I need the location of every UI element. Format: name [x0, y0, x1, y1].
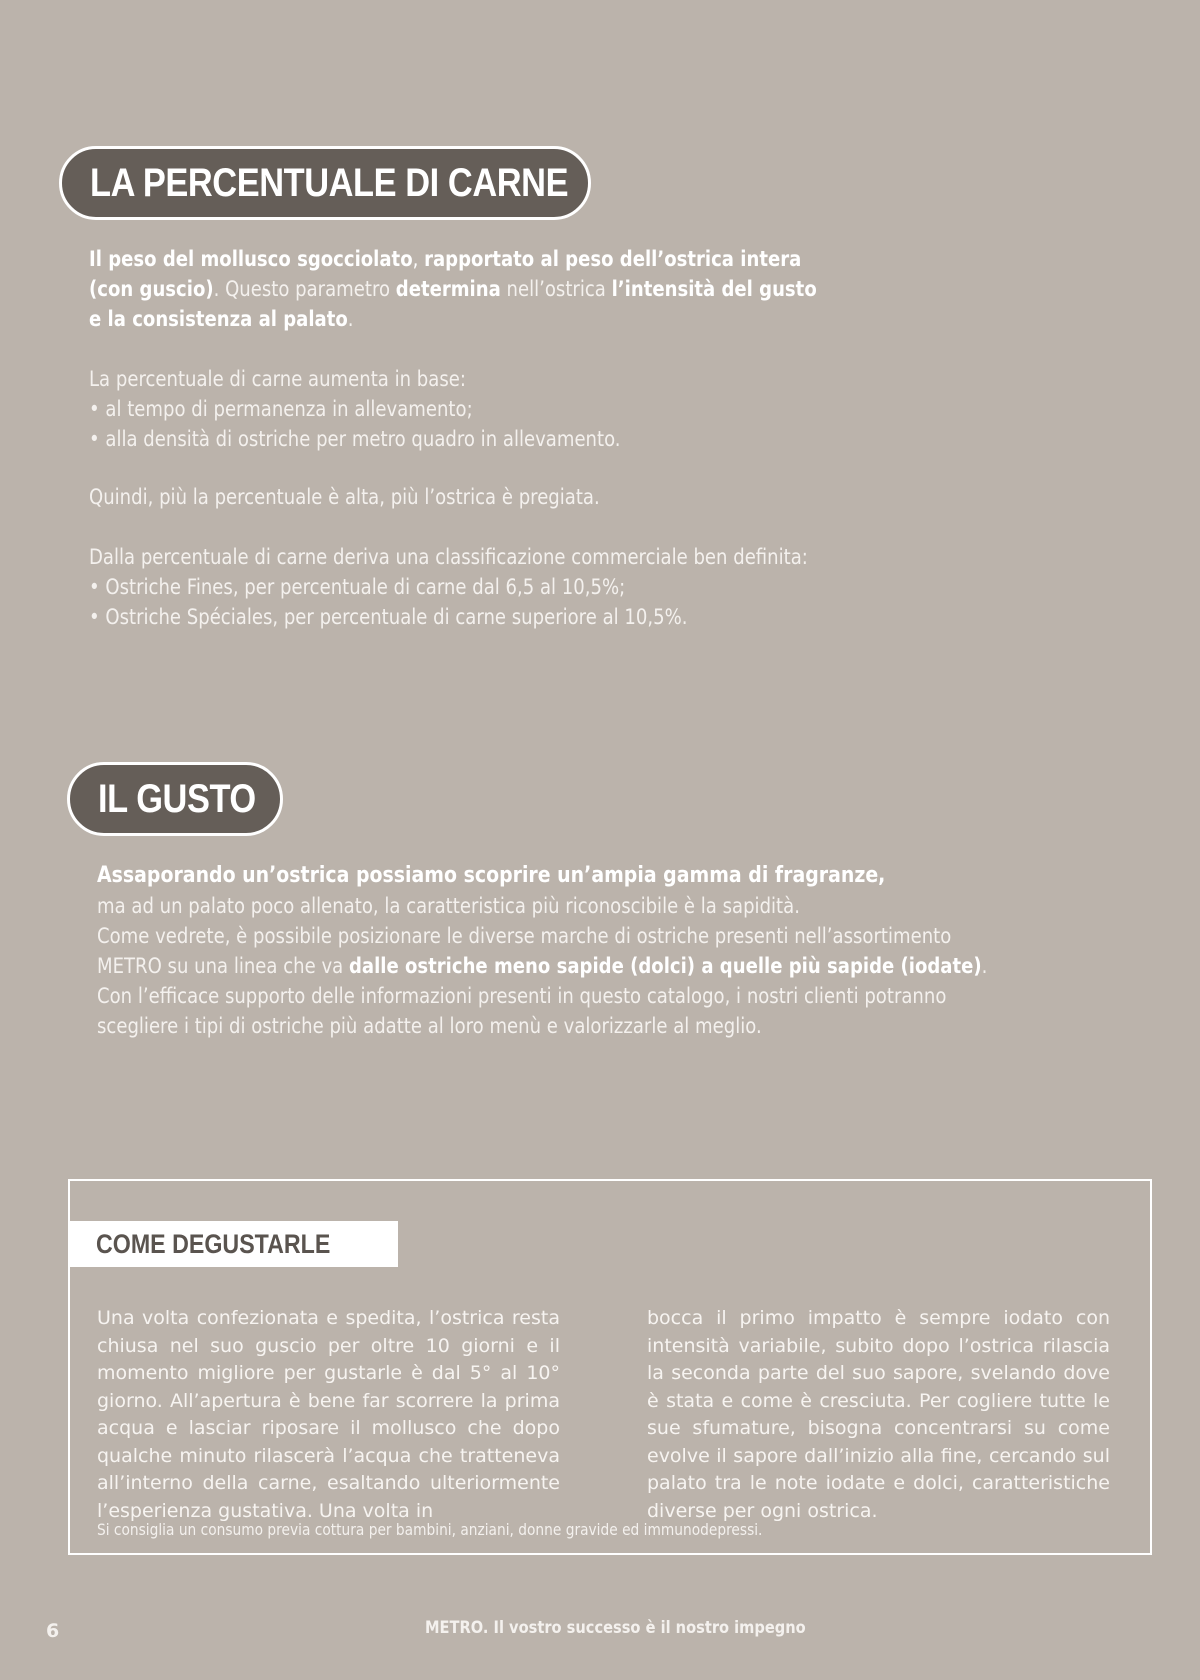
box-note: Si consiglia un consumo previa cottura per bambini, anziani, donne gravide ed immunodepressi. [97, 1520, 763, 1539]
classification-list [89, 542, 925, 632]
base-list [89, 364, 707, 454]
section-title-text: IL GUSTO [98, 776, 256, 821]
class-bullet: • Ostriche Spéciales, per percentuale di carne superiore al 10,5%. [89, 605, 688, 629]
footer-tagline: METRO. Il vostro successo è il nostro impegno [425, 1618, 806, 1638]
section-title-text: LA PERCENTUALE DI CARNE [90, 160, 569, 205]
base-line: La percentuale di carne aumenta in base: [89, 367, 466, 391]
box-column-left: Una volta confezionata e spedita, l’ostrica resta chiusa nel suo guscio per oltre 10 giorni e il momento migliore per gustarle è dal 5° al 10° giorno. All’apertura è bene far scorrere la prima acqua e lasciar riposare il mollusco che dopo qualche minuto rilascerà l’acqua che tratteneva all’interno della carne, esaltando ulteriormente l’esperienza gustativa. Una volta in [97, 1307, 560, 1522]
section-title-gusto [67, 762, 283, 836]
section-title-percentuale [59, 146, 591, 220]
quindi-text: Quindi, più la percentuale è alta, più l’ostrica è pregiata. [89, 485, 600, 509]
base-bullet: • alla densità di ostriche per metro quadro in allevamento. [89, 427, 621, 451]
intro-paragraph: Il peso del mollusco sgocciolato, rapportato al peso dell’ostrica intera (con guscio). Questo parametro determina nell’ostrica l’intensità del gusto e la consistenza al palato. [89, 247, 817, 331]
box-title: COME DEGUSTARLE [70, 1221, 398, 1267]
page-number: 6 [46, 1620, 60, 1642]
base-bullet: • al tempo di permanenza in allevamento; [89, 397, 473, 421]
gusto-paragraph: Assaporando un’ostrica possiamo scoprire un’ampia gamma di fragranze, ma ad un palato poco allenato, la caratteristica più riconoscibile è la sapidità. Come vedrete, è possibile posizionare le diverse marche di ostriche presenti nell’assortimento METRO su una linea che va dalle ostriche meno sapide (dolci) a quelle più sapide (iodate). Con l’efficace supporto delle informazioni presenti in questo catalogo, i nostri clienti potranno scegliere i tipi di ostriche più adatte al loro menù e valorizzarle al meglio. [97, 863, 988, 1038]
class-line: Dalla percentuale di carne deriva una classificazione commerciale ben definita: [89, 545, 808, 569]
box-column-right: bocca il primo impatto è sempre iodato con intensità variabile, subito dopo l’ostrica rilascia la seconda parte del suo sapore, svelando dove è stata e come è cresciuta. Per cogliere tutte le sue sfumature, bisogna concentrarsi su come evolve il sapore dall’inizio alla fine, cercando sul palato tra le note iodate e dolci, caratteristiche diverse per ogni ostrica. [647, 1307, 1110, 1522]
class-bullet: • Ostriche Fines, per percentuale di carne dal 6,5 al 10,5%; [89, 575, 626, 599]
